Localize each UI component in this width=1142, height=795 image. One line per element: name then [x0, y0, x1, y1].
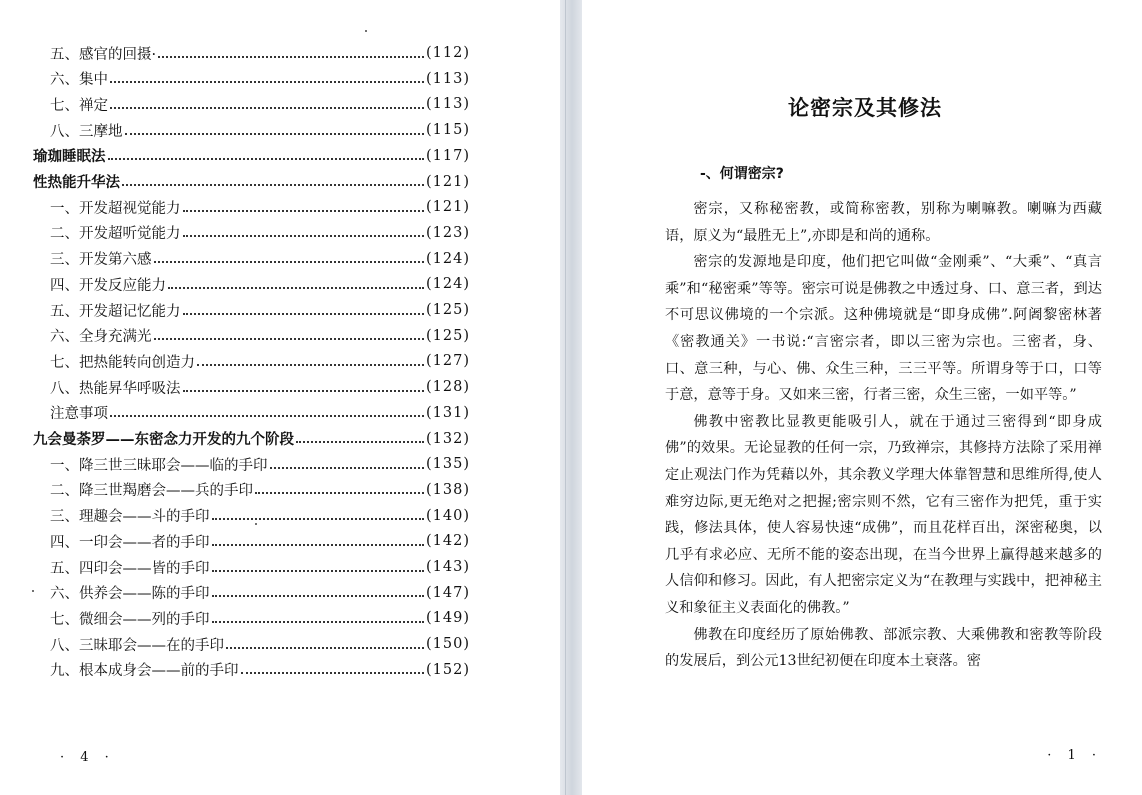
toc-dot-leader	[241, 671, 425, 674]
toc-entry-page: (113)	[426, 70, 470, 87]
toc-dot-leader	[168, 286, 424, 289]
toc-dot-leader	[122, 183, 424, 186]
toc-entry-title: 八、热能昇华呼吸法	[50, 380, 181, 397]
toc-entry-title: 八、三摩地	[50, 123, 123, 140]
toc-entry	[0, 528, 470, 554]
toc-entry-title: 三、理趣会——斗的手印	[50, 509, 210, 526]
toc-dot-leader	[197, 363, 424, 366]
toc-entry	[0, 400, 470, 426]
toc-dot-leader	[110, 414, 424, 417]
toc-entry-page: (149)	[426, 610, 470, 627]
toc-entry-title: 四、开发反应能力	[50, 277, 166, 294]
toc-entry-page: (112)	[426, 45, 470, 61]
toc-dot-leader	[183, 389, 425, 392]
toc-entry-page: (123)	[426, 224, 470, 241]
toc-entry-page: (132)	[426, 430, 470, 447]
toc-entry-title: 四、一印会——者的手印	[50, 534, 210, 551]
toc-entry-page: (121)	[426, 173, 470, 190]
toc-dot-leader	[108, 157, 425, 160]
toc-entry	[0, 220, 470, 246]
article-body	[665, 196, 1102, 675]
toc-dot-leader	[212, 594, 425, 597]
toc-entry	[0, 451, 470, 477]
toc-entry-title: 六、集中	[50, 72, 108, 89]
toc-dot-leader	[110, 80, 424, 83]
toc-entry	[0, 40, 470, 66]
toc-entry-title: 五、开发超记忆能力	[50, 303, 181, 320]
toc-entry	[0, 271, 470, 297]
toc-entry-title: 一、降三世三昧耶会——临的手印	[50, 457, 268, 474]
paragraph: 佛教在印度经历了原始佛教、部派宗教、大乘佛教和密教等阶段的发展后，到公元13世纪初便在印度本土衰落。密	[665, 626, 1102, 670]
toc-entry-title: 六、供养会——陈的手印	[50, 586, 210, 603]
toc-entry-page: (150)	[426, 636, 470, 653]
toc-entry-title: 七、把热能转向创造力	[50, 354, 195, 371]
toc-entry-page: (125)	[426, 327, 470, 344]
toc-dot-leader	[183, 209, 425, 212]
toc-entry-title: 二、开发超听觉能力	[50, 226, 181, 243]
toc-entry-page: (135)	[426, 456, 470, 473]
toc-dot-leader	[296, 440, 424, 443]
toc-entry	[0, 66, 470, 92]
toc-entry	[0, 348, 470, 374]
toc-entry	[0, 143, 470, 169]
toc-entry	[0, 503, 470, 529]
toc-entry-page: (113)	[426, 96, 470, 113]
toc-entry	[0, 323, 470, 349]
toc-entry-title: 三、开发第六感	[50, 252, 152, 269]
toc-dot-leader	[212, 543, 425, 546]
toc-entry-title: 二、降三世羯磨会——兵的手印	[50, 483, 253, 500]
toc-entry-page: (121)	[426, 199, 470, 216]
toc-entry	[0, 246, 470, 272]
toc-entry-title: 五、四印会——皆的手印	[50, 560, 210, 577]
toc-dot-leader	[158, 55, 424, 58]
toc-entry	[0, 477, 470, 503]
section-heading: -、何谓密宗?	[700, 166, 784, 182]
toc-entry	[0, 605, 470, 631]
toc-dot-leader	[154, 337, 425, 340]
toc-dot-leader	[226, 646, 424, 649]
paragraph: 佛教中密教比显教更能吸引人，就在于通过三密得到“即身成佛”的效果。无论显教的任何一宗，乃致禅宗，其修持方法除了采用禅定止观法门作为凭藉以外，其余教义学理大体靠智慧和思维所得,使人难穷边际,更无绝对之把握;密宗则不然，它有三密作为把凭，重于实践，修法具体，使人容易快速“成佛”，而且花样百出，深密秘奥，以几乎有求必应、无所不能的姿态出现，在当今世界上赢得越来越多的人信仰和修习。因此，有人把密宗定义为“在教理与实践中，把神秘主义和象征主义表面化的佛教。”	[665, 413, 1102, 616]
toc-entry	[0, 580, 470, 606]
toc-entry-page: (125)	[426, 302, 470, 318]
toc-dot-leader	[212, 517, 425, 520]
toc-entry	[0, 554, 470, 580]
paragraph: 密宗的发源地是印度，他们把它叫做“金刚乘”、“大乘”、“真言乘”和“秘密乘”等等。密宗可说是佛教之中透过身、口、意三者，到达不可思议佛境的一个宗派。这种佛境就是“即身成佛”.阿阇黎密林著《密教通关》一书说:“言密宗者，即以三密为宗也。三密者，身、口、意三种，与心、佛、众生三种，三三平等。所谓身等于口，口等于意，意等于身。又如来三密，行者三密，众生三密，一如平等。”	[665, 254, 1102, 404]
toc-entry-page: (128)	[426, 379, 470, 396]
toc-entry	[0, 297, 470, 323]
toc-entry-page: (127)	[426, 353, 470, 370]
left-page-number: · 4 ·	[60, 750, 115, 765]
article-title: 论密宗及其修法	[788, 96, 942, 120]
toc-dot-leader	[154, 260, 425, 263]
toc-entry-title: 七、微细会——列的手印	[50, 611, 210, 628]
toc-entry	[0, 91, 470, 117]
left-page	[0, 0, 560, 795]
toc-entry-title: 八、三昧耶会——在的手印	[50, 637, 224, 654]
toc-entry-page: (147)	[426, 584, 470, 601]
toc-entry-title: 七、禅定	[50, 97, 108, 114]
gutter-edge	[565, 0, 566, 795]
toc-entry	[0, 426, 470, 452]
toc-entry	[0, 374, 470, 400]
toc-dot-leader	[255, 491, 424, 494]
toc-entry-title: 九、根本成身会——前的手印	[50, 663, 239, 680]
toc-entry-title: 六、全身充满光	[50, 329, 152, 346]
toc-entry-title: 瑜珈睡眠法	[33, 149, 106, 166]
scan-speck	[365, 30, 367, 32]
toc-entry	[0, 631, 470, 657]
toc-entry-page: (124)	[426, 276, 470, 293]
toc-dot-leader	[270, 466, 425, 469]
toc-entry-title: 注意事项	[50, 406, 108, 423]
toc-entry-page: (140)	[426, 507, 470, 524]
toc-entry-page: (143)	[426, 559, 470, 575]
toc-entry-page: (142)	[426, 533, 470, 550]
toc-entry-page: (124)	[426, 250, 470, 267]
toc-entry	[0, 657, 470, 683]
toc-dot-leader	[125, 132, 425, 135]
toc-entry-title: 性热能升华法	[33, 175, 120, 191]
toc-entry-page: (115)	[426, 122, 470, 139]
toc-entry	[0, 194, 470, 220]
toc-entry	[0, 117, 470, 143]
toc-entry-title: 九会曼荼罗——东密念力开发的九个阶段	[33, 432, 294, 448]
scan-speck	[32, 590, 34, 592]
toc-dot-leader	[183, 234, 425, 237]
page-gutter	[560, 0, 582, 795]
toc-entry	[0, 169, 470, 195]
right-page-number: · 1 ·	[1047, 748, 1102, 763]
toc-entry-page: (117)	[426, 147, 470, 164]
toc-dot-leader	[212, 569, 425, 572]
toc-entry-page: (131)	[426, 404, 470, 421]
scan-speck	[255, 523, 257, 525]
toc-entry-page: (152)	[426, 661, 470, 678]
toc-entry-title: 一、开发超视觉能力	[50, 200, 181, 217]
toc-dot-leader	[110, 106, 424, 109]
right-page	[582, 0, 1142, 795]
paragraph: 密宗，又称秘密教，或简称密教，别称为喇嘛教。喇嘛为西藏语，原义为“最胜无上”,亦即是和尚的通称。	[665, 201, 1102, 244]
toc-entry-page: (138)	[426, 481, 470, 498]
toc-dot-leader	[183, 312, 425, 315]
toc-dot-leader	[212, 620, 425, 623]
toc-entry-title: 五、感官的回摄·	[50, 46, 157, 63]
